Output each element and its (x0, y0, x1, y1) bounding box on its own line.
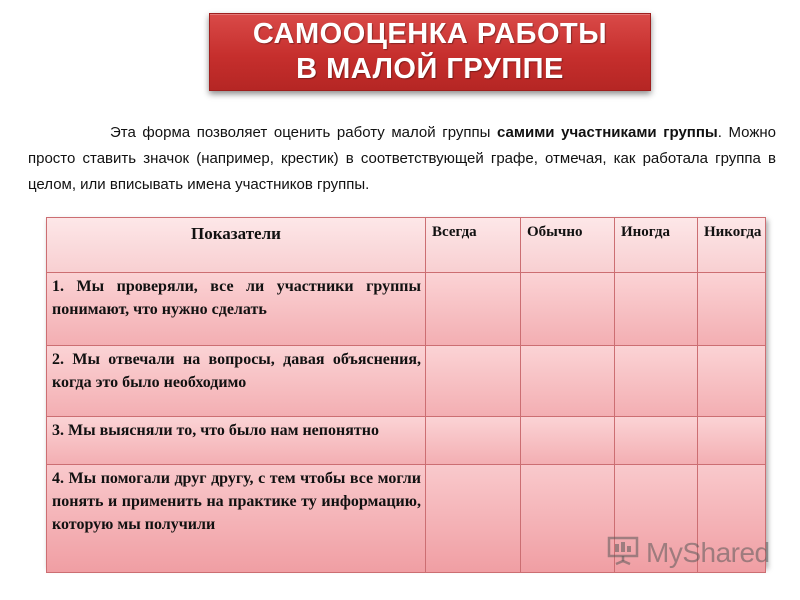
title-line-2: В МАЛОЙ ГРУППЕ (296, 53, 564, 85)
header-never: Никогда (698, 218, 766, 273)
table-row (47, 273, 766, 346)
cell-always-1[interactable] (426, 273, 521, 346)
intro-text-part-2: . Можно просто ставить значок (например, крестик) в соответствующей графе, отмечая, как работала группа в целом, или вписывать имена участников группы. (28, 124, 776, 193)
cell-usually-3[interactable] (521, 417, 615, 465)
intro-text-part-1: Эта форма позволяет оценить работу малой группы (110, 124, 498, 141)
header-always: Всегда (426, 218, 521, 273)
cell-never-1[interactable] (698, 273, 766, 346)
cell-sometimes-2[interactable] (615, 346, 698, 417)
header-usually: Обычно (521, 218, 615, 273)
table-row (47, 346, 766, 417)
cell-always-2[interactable] (426, 346, 521, 417)
indicator-1: 1. Мы проверяли, все ли участники группы понимают, что нужно сделать (47, 273, 426, 346)
table-header-row (47, 218, 766, 273)
header-sometimes: Иногда (615, 218, 698, 273)
cell-never-2[interactable] (698, 346, 766, 417)
cell-sometimes-1[interactable] (615, 273, 698, 346)
cell-sometimes-3[interactable] (615, 417, 698, 465)
self-assessment-table (46, 217, 766, 573)
cell-usually-1[interactable] (521, 273, 615, 346)
indicator-2: 2. Мы отвечали на вопросы, давая объяснения, когда это было необходимо (47, 346, 426, 417)
indicator-4: 4. Мы помогали друг другу, с тем чтобы все могли понять и применить на практике ту информацию, которую мы получили (47, 465, 426, 573)
intro-paragraph (28, 120, 776, 198)
cell-usually-2[interactable] (521, 346, 615, 417)
cell-usually-4[interactable] (521, 465, 615, 573)
title-line-1: САМООЦЕНКА РАБОТЫ (252, 18, 608, 50)
cell-always-4[interactable] (426, 465, 521, 573)
intro-text-bold: самими участниками группы (497, 124, 718, 141)
table-row (47, 417, 766, 465)
myshared-watermark (606, 534, 770, 572)
cell-never-3[interactable] (698, 417, 766, 465)
cell-always-3[interactable] (426, 417, 521, 465)
presentation-screen-icon (606, 533, 640, 574)
slide-title (209, 13, 651, 91)
watermark-text: MyShared (646, 537, 770, 568)
header-indicators: Показатели (47, 218, 426, 273)
indicator-3: 3. Мы выясняли то, что было нам непонятно (47, 417, 426, 465)
self-assessment-table-container (46, 217, 766, 566)
